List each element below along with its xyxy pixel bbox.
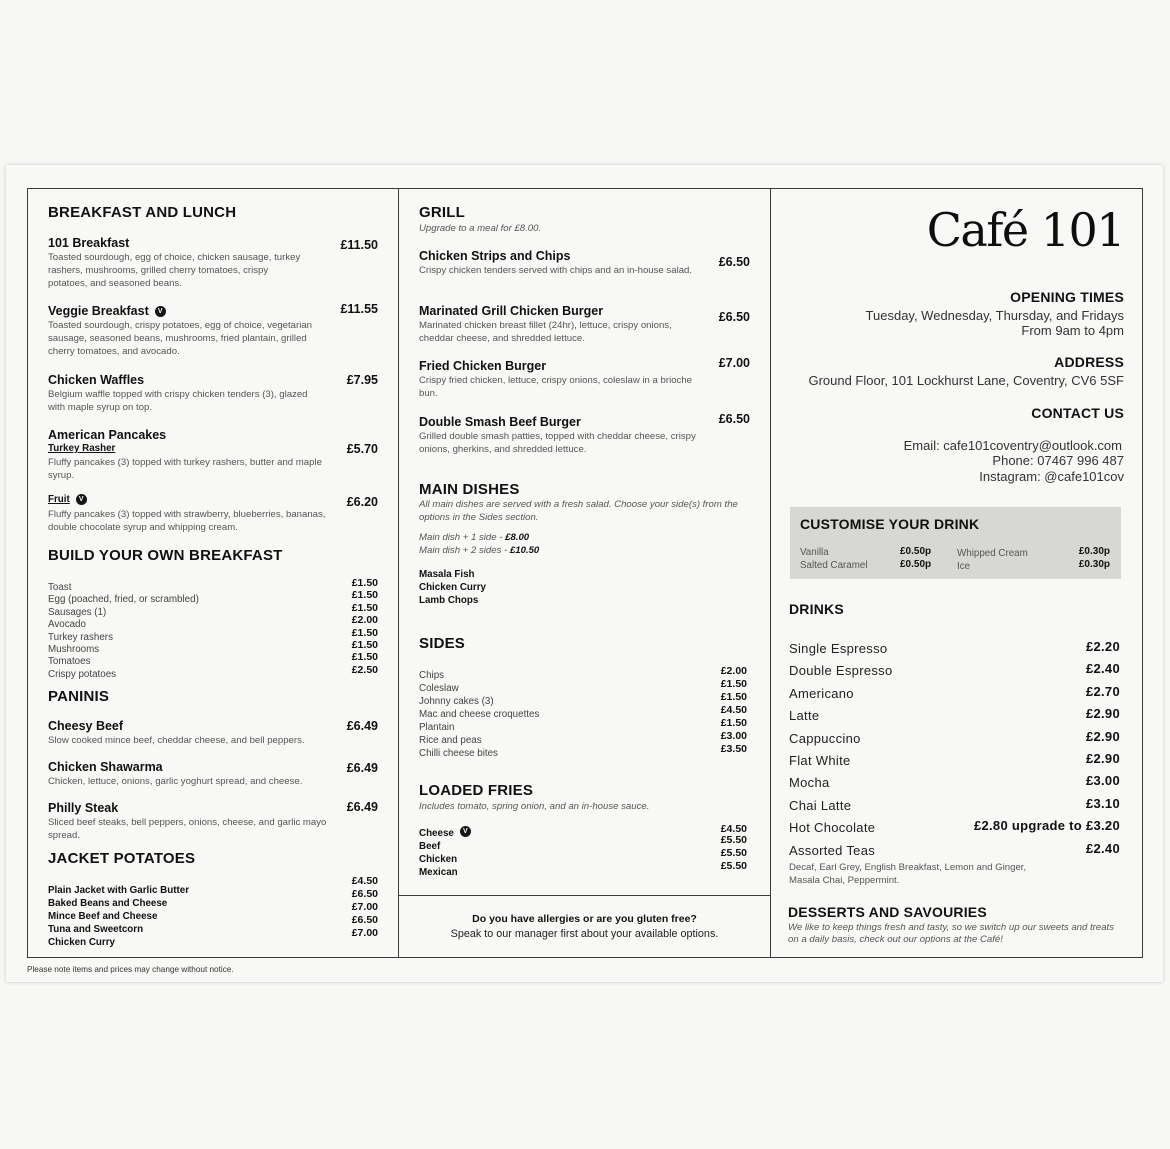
menu-item-desc: Grilled double smash patties, topped with cheddar cheese, crispy onions, gherkins, and shredded lettuce. xyxy=(419,431,696,455)
menu-item-price: £5.70 xyxy=(346,442,378,456)
list-item: Chicken Curry £7.00 xyxy=(48,927,378,948)
list-item: Single Espresso £2.20 xyxy=(789,639,1120,656)
list-item: Americano £2.70 xyxy=(789,683,1120,701)
menu-item-desc: Marinated chicken breast fillet (24hr), lettuce, crispy onions, cheddar cheese, and shredded lettuce. xyxy=(419,320,672,344)
list-item: Beef £5.50 xyxy=(419,834,747,852)
list-item: Plain Jacket with Garlic Butter £4.50 xyxy=(48,875,378,896)
list-item: Chilli cheese bites £3.50 xyxy=(419,743,747,759)
section-heading: PANINIS xyxy=(48,688,110,705)
list-item: Turkey rashers £1.50 xyxy=(48,626,378,643)
address-line: Ground Floor, 101 Lockhurst Lane, Coventry, CV6 5SF xyxy=(808,373,1124,388)
price-option: Main dish + 1 side - £8.00 xyxy=(419,532,530,543)
addon-name: Vanilla xyxy=(800,547,829,558)
list-item: Crispy potatoes £2.50 xyxy=(48,663,378,680)
footnote: Please note items and prices may change without notice. xyxy=(27,965,234,974)
fries-list xyxy=(419,823,747,878)
section-heading: GRILL xyxy=(419,204,465,221)
list-item: Toast £1.50 xyxy=(48,577,378,593)
menu-item-desc: Sliced beef steaks, bell peppers, onions, cheese, and garlic mayo spread. xyxy=(48,817,327,841)
section-heading: DRINKS xyxy=(789,601,844,617)
allergy-question: Do you have allergies or are you gluten free? xyxy=(472,913,697,925)
allergy-notice xyxy=(399,895,770,958)
menu-item-name: Veggie Breakfast V xyxy=(48,304,166,318)
list-item: Sausages (1) £1.50 xyxy=(48,601,378,618)
menu-item-name: Chicken Strips and Chips xyxy=(419,249,571,263)
menu-item-price: £6.49 xyxy=(346,800,378,814)
list-item: Chai Latte £3.10 xyxy=(789,795,1120,813)
menu-item-name: Philly Steak xyxy=(48,801,119,815)
menu-item-variant: Fruit V xyxy=(48,494,87,505)
vegetarian-icon: V xyxy=(460,826,471,837)
list-item: Lamb Chops xyxy=(419,595,479,606)
menu-item-desc: Toasted sourdough, egg of choice, chicken sausage, turkey rashers, mushrooms, grilled cherry tomatoes, crispy potatoes, and seasoned beans. xyxy=(48,252,301,289)
addon-name: Salted Caramel xyxy=(800,560,868,571)
list-item: Assorted Teas £2.40 Decaf, Earl Grey, English Breakfast, Lemon and Ginger, Masala Chai, Peppermint. xyxy=(789,840,1120,886)
menu-item-variant: Turkey Rasher xyxy=(48,443,116,454)
list-item: Chicken £5.50 xyxy=(419,847,747,865)
menu-item-price: £6.50 xyxy=(718,255,750,269)
list-item: Mac and cheese croquettes £4.50 xyxy=(419,704,747,720)
list-item: Johnny cakes (3) £1.50 xyxy=(419,691,747,707)
list-item: Chicken Curry xyxy=(419,582,486,593)
menu-item-name: Chicken Shawarma xyxy=(48,760,163,774)
list-item: Mexican £5.50 xyxy=(419,860,747,878)
addon-price: £0.50p xyxy=(900,559,932,570)
section-heading: ADDRESS xyxy=(1054,354,1124,370)
list-item: Rice and peas £3.00 xyxy=(419,730,747,746)
contact-email: Email: cafe101coventry@outlook.com xyxy=(903,438,1122,453)
menu-item-price: £7.95 xyxy=(346,373,378,387)
list-item: Tomatoes £1.50 xyxy=(48,651,378,668)
price-option: Main dish + 2 sides - £10.50 xyxy=(419,545,540,556)
column-left xyxy=(27,188,399,958)
menu-item-desc: Decaf, Earl Grey, English Breakfast, Lemon and Ginger, Masala Chai, Peppermint. xyxy=(789,861,1027,886)
menu-item-price: £6.49 xyxy=(346,719,378,733)
customise-drink-box xyxy=(790,507,1121,579)
section-heading: SIDES xyxy=(419,635,466,652)
menu-item-desc: Fluffy pancakes (3) topped with strawberry, blueberries, bananas, double chocolate syrup and whipping cream. xyxy=(48,509,326,533)
contact-instagram: Instagram: @cafe101cov xyxy=(979,469,1124,484)
section-heading: BUILD YOUR OWN BREAKFAST xyxy=(48,547,283,564)
section-heading: OPENING TIMES xyxy=(1010,289,1124,305)
addon-name: Ice xyxy=(957,561,971,572)
section-heading: JACKET POTATOES xyxy=(48,850,196,867)
addon-price: £0.30p xyxy=(1078,559,1110,570)
list-item: Chips £2.00 xyxy=(419,665,747,681)
section-heading: CONTACT US xyxy=(1031,405,1124,421)
menu-item-name: American Pancakes xyxy=(48,428,167,442)
menu-item-desc: Slow cooked mince beef, cheddar cheese, and bell peppers. xyxy=(48,735,305,746)
menu-item-price: £11.50 xyxy=(340,238,378,252)
section-note: All main dishes are served with a fresh salad. Choose your side(s) from the options in the Sides section. xyxy=(419,499,738,523)
opening-days: Tuesday, Wednesday, Thursday, and Fridays xyxy=(865,308,1124,323)
menu-item-desc: Belgium waffle topped with crispy chicken tenders (3), glazed with maple syrup on top. xyxy=(48,389,308,413)
section-note: Includes tomato, spring onion, and an in-house sauce. xyxy=(419,801,650,812)
list-item: Coleslaw £1.50 xyxy=(419,678,747,694)
vegetarian-icon: V xyxy=(76,494,87,505)
list-item: Plantain £1.50 xyxy=(419,717,747,733)
menu-item-desc: Chicken, lettuce, onions, garlic yoghurt spread, and cheese. xyxy=(48,776,303,787)
jacket-list xyxy=(48,875,378,948)
addon-price: £0.30p xyxy=(1078,546,1110,557)
contact-phone: Phone: 07467 996 487 xyxy=(992,453,1124,468)
section-heading: CUSTOMISE YOUR DRINK xyxy=(800,516,980,532)
list-item: Mushrooms £1.50 xyxy=(48,638,378,655)
menu-item-price: £11.55 xyxy=(340,302,378,316)
menu-item-price: £6.50 xyxy=(718,310,750,324)
menu-item-desc: Toasted sourdough, crispy potatoes, egg of choice, vegetarian sausage, seasoned beans, mushrooms, fried plantain, grilled cherry tomatoes, and avocado. xyxy=(48,320,312,357)
sides-list xyxy=(419,665,747,759)
menu-sheet xyxy=(6,165,1163,982)
addon-price: £0.50p xyxy=(900,546,932,557)
menu-item-price: £7.00 xyxy=(718,356,750,370)
vegetarian-icon: V xyxy=(155,306,166,317)
menu-item-name: Chicken Waffles xyxy=(48,373,145,387)
list-item: Flat White £2.90 xyxy=(789,750,1120,768)
menu-item-desc: Crispy chicken tenders served with chips and an in-house salad. xyxy=(419,265,693,276)
section-note: Upgrade to a meal for £8.00. xyxy=(419,223,542,234)
section-note: We like to keep things fresh and tasty, so we switch up our sweets and treats on a daily basis, check out our options at the Café! xyxy=(788,922,1114,945)
addon-name: Whipped Cream xyxy=(957,548,1028,559)
menu-item-name: Double Smash Beef Burger xyxy=(419,415,581,429)
menu-item-name: Fried Chicken Burger xyxy=(419,359,547,373)
drinks-list xyxy=(789,639,1120,886)
menu-item-price: £6.20 xyxy=(346,495,378,509)
list-item: Cheese V £4.50 xyxy=(419,823,747,839)
menu-item-name: Marinated Grill Chicken Burger xyxy=(419,304,604,318)
list-item: Masala Fish xyxy=(419,569,475,580)
menu-item-desc: Crispy fried chicken, lettuce, crispy onions, coleslaw in a brioche bun. xyxy=(419,375,693,399)
section-heading: DESSERTS AND SAVOURIES xyxy=(788,904,987,920)
column-middle xyxy=(398,188,771,958)
list-item: Cappuccino £2.90 xyxy=(789,728,1120,746)
list-item: Egg (poached, fried, or scrambled) £1.50 xyxy=(48,589,378,606)
menu-item-price: £6.49 xyxy=(346,761,378,775)
opening-hours: From 9am to 4pm xyxy=(1021,323,1124,338)
menu-item-price: £6.50 xyxy=(718,412,750,426)
section-heading: BREAKFAST AND LUNCH xyxy=(48,204,237,221)
menu-item-name: 101 Breakfast xyxy=(48,236,130,250)
list-item: Hot Chocolate £2.80 upgrade to £3.20 xyxy=(789,818,1120,836)
list-item: Mince Beef and Cheese £7.00 xyxy=(48,901,378,922)
column-right xyxy=(770,188,1143,958)
list-item: Latte £2.90 xyxy=(789,706,1120,724)
section-heading: LOADED FRIES xyxy=(419,782,534,799)
list-item: Tuna and Sweetcorn £6.50 xyxy=(48,914,378,935)
list-item: Mocha £3.00 xyxy=(789,773,1120,791)
menu-item-name: Cheesy Beef xyxy=(48,719,124,733)
build-list xyxy=(48,577,378,680)
menu-item-desc: Fluffy pancakes (3) topped with turkey rashers, butter and maple syrup. xyxy=(48,457,322,481)
list-item: Baked Beans and Cheese £6.50 xyxy=(48,888,378,909)
section-heading: MAIN DISHES xyxy=(419,481,520,498)
list-item: Double Espresso £2.40 xyxy=(789,661,1120,679)
list-item: Avocado £2.00 xyxy=(48,614,378,631)
allergy-advice: Speak to our manager first about your available options. xyxy=(450,928,719,940)
cafe-logo: Café 101 xyxy=(926,203,1124,257)
